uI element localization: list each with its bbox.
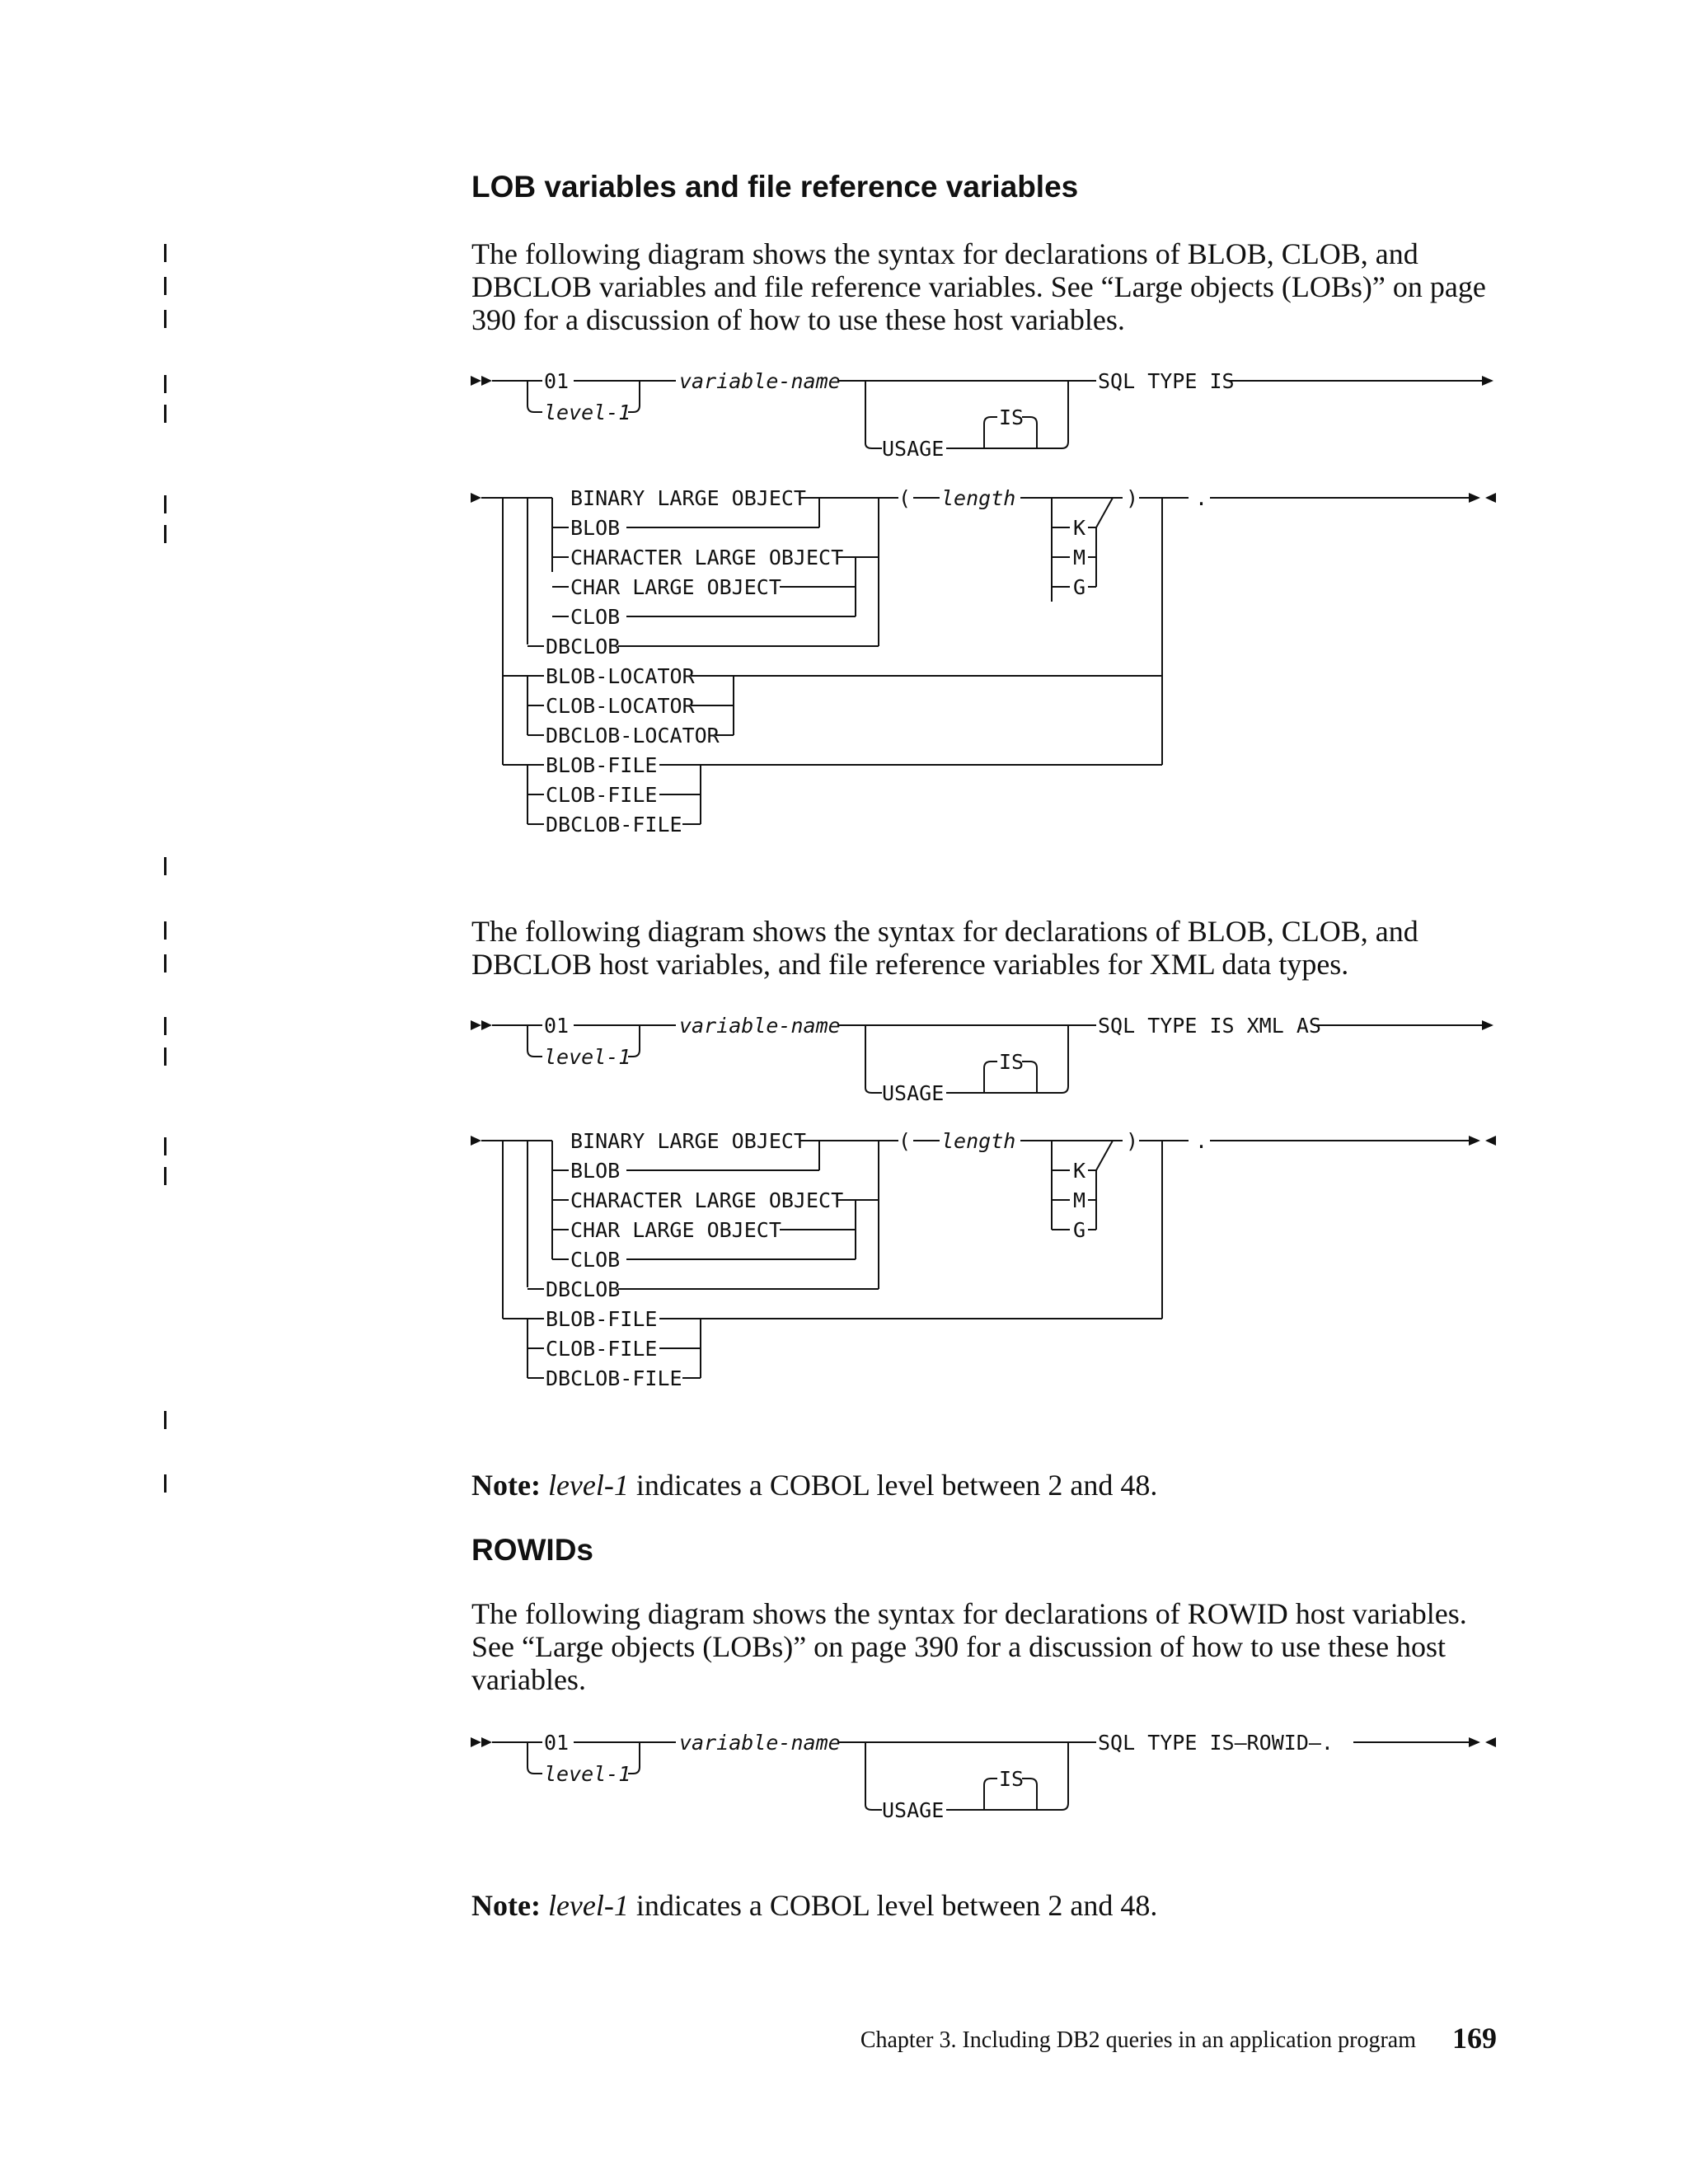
svg-text:G: G bbox=[1073, 1218, 1086, 1242]
note-label: Note: bbox=[471, 1469, 541, 1502]
change-bar bbox=[164, 495, 166, 513]
svg-text:BLOB: BLOB bbox=[570, 516, 621, 540]
change-bar bbox=[164, 525, 166, 543]
lob-intro-paragraph bbox=[471, 237, 1493, 336]
svg-text:BLOB-FILE: BLOB-FILE bbox=[546, 1307, 658, 1331]
change-bar bbox=[164, 375, 166, 393]
xml-intro-paragraph bbox=[471, 915, 1493, 981]
svg-text:M: M bbox=[1073, 1188, 1086, 1212]
svg-text:IS: IS bbox=[999, 405, 1025, 429]
svg-text:SQL TYPE IS XML AS: SQL TYPE IS XML AS bbox=[1098, 1014, 1321, 1038]
svg-text:01: 01 bbox=[544, 1731, 570, 1755]
note-label: Note: bbox=[471, 1889, 541, 1922]
svg-text:CLOB-LOCATOR: CLOB-LOCATOR bbox=[546, 694, 695, 718]
change-bar bbox=[164, 244, 166, 262]
svg-text:SQL TYPE IS: SQL TYPE IS bbox=[1098, 369, 1235, 393]
svg-text:SQL TYPE IS—ROWID—.: SQL TYPE IS—ROWID—. bbox=[1098, 1731, 1334, 1755]
svg-text:G: G bbox=[1073, 575, 1086, 599]
paragraph-line: The following diagram shows the syntax for declarations of ROWID host variables. bbox=[471, 1597, 1467, 1630]
svg-text:IS: IS bbox=[999, 1050, 1025, 1074]
syntax-diagram-lob-types bbox=[470, 486, 1500, 837]
paragraph-line: DBCLOB variables and file reference variables. See “Large objects (LOBs)” on page bbox=[471, 270, 1486, 303]
section-heading-lob: LOB variables and file reference variables bbox=[471, 170, 1079, 204]
paragraph-line: The following diagram shows the syntax for declarations of BLOB, CLOB, and bbox=[471, 915, 1418, 948]
svg-text:CHARACTER LARGE OBJECT: CHARACTER LARGE OBJECT bbox=[570, 546, 844, 569]
note-term: level-1 bbox=[547, 1889, 629, 1922]
svg-text:DBCLOB: DBCLOB bbox=[546, 1277, 621, 1301]
change-bar bbox=[164, 1474, 166, 1493]
change-bar bbox=[164, 954, 166, 972]
svg-text:CLOB: CLOB bbox=[570, 1248, 621, 1272]
note-text: indicates a COBOL level between 2 and 48. bbox=[628, 1889, 1158, 1922]
paragraph-line: variables. bbox=[471, 1663, 586, 1696]
svg-text:CHARACTER LARGE OBJECT: CHARACTER LARGE OBJECT bbox=[570, 1188, 844, 1212]
svg-text:CLOB-FILE: CLOB-FILE bbox=[546, 783, 658, 807]
svg-text:): ) bbox=[1126, 486, 1139, 510]
change-bar bbox=[164, 277, 166, 295]
svg-text:CHAR LARGE OBJECT: CHAR LARGE OBJECT bbox=[570, 575, 781, 599]
change-bar bbox=[164, 310, 166, 328]
svg-text:BINARY LARGE OBJECT: BINARY LARGE OBJECT bbox=[570, 486, 806, 510]
page-number: 169 bbox=[1452, 2022, 1497, 2055]
svg-text:M: M bbox=[1073, 546, 1086, 569]
svg-text:CLOB: CLOB bbox=[570, 605, 621, 629]
svg-text:length: length bbox=[941, 486, 1016, 510]
change-bar bbox=[164, 1047, 166, 1066]
svg-text:variable-name: variable-name bbox=[679, 1014, 841, 1038]
note-term: level-1 bbox=[547, 1469, 629, 1502]
section-heading-rowids: ROWIDs bbox=[471, 1533, 593, 1567]
svg-text:level-1: level-1 bbox=[544, 401, 631, 424]
syntax-diagram-rowid bbox=[470, 1727, 1500, 1822]
syntax-diagram-lob-declaration bbox=[470, 366, 1500, 461]
svg-text:IS: IS bbox=[999, 1767, 1025, 1791]
change-bar bbox=[164, 921, 166, 940]
svg-text:.: . bbox=[1195, 486, 1208, 510]
svg-text:K: K bbox=[1073, 516, 1086, 540]
svg-text:BLOB-LOCATOR: BLOB-LOCATOR bbox=[546, 664, 695, 688]
svg-text:(: ( bbox=[898, 486, 912, 510]
note-line bbox=[471, 1469, 1493, 1502]
svg-text:DBCLOB-FILE: DBCLOB-FILE bbox=[546, 1366, 682, 1390]
syntax-diagram-xml-declaration bbox=[470, 1010, 1500, 1105]
note-level-1-lob bbox=[471, 1469, 1493, 1502]
footer-chapter-title: Chapter 3. Including DB2 queries in an application program bbox=[860, 2027, 1416, 2053]
change-bar bbox=[164, 1411, 166, 1429]
svg-text:USAGE: USAGE bbox=[882, 437, 945, 461]
svg-text:USAGE: USAGE bbox=[882, 1798, 945, 1822]
svg-text:K: K bbox=[1073, 1159, 1086, 1183]
svg-text:variable-name: variable-name bbox=[679, 369, 841, 393]
svg-text:BLOB-FILE: BLOB-FILE bbox=[546, 753, 658, 777]
svg-text:(: ( bbox=[898, 1129, 912, 1153]
svg-text:USAGE: USAGE bbox=[882, 1081, 945, 1105]
change-bar bbox=[164, 857, 166, 875]
svg-text:BINARY LARGE OBJECT: BINARY LARGE OBJECT bbox=[570, 1129, 806, 1153]
svg-text:01: 01 bbox=[544, 369, 570, 393]
note-line bbox=[471, 1889, 1493, 1922]
svg-text:variable-name: variable-name bbox=[679, 1731, 841, 1755]
svg-text:length: length bbox=[941, 1129, 1016, 1153]
note-text: indicates a COBOL level between 2 and 48. bbox=[628, 1469, 1158, 1502]
svg-text:DBCLOB: DBCLOB bbox=[546, 635, 621, 658]
paragraph-line: The following diagram shows the syntax for declarations of BLOB, CLOB, and bbox=[471, 237, 1418, 270]
note-level-1-rowid bbox=[471, 1889, 1493, 1922]
paragraph-line: 390 for a discussion of how to use these host variables. bbox=[471, 303, 1125, 336]
svg-text:CHAR LARGE OBJECT: CHAR LARGE OBJECT bbox=[570, 1218, 781, 1242]
svg-text:DBCLOB-LOCATOR: DBCLOB-LOCATOR bbox=[546, 724, 720, 748]
svg-text:01: 01 bbox=[544, 1014, 570, 1038]
svg-text:DBCLOB-FILE: DBCLOB-FILE bbox=[546, 813, 682, 837]
change-bar bbox=[164, 405, 166, 423]
change-bar bbox=[164, 1017, 166, 1035]
rowid-intro-paragraph bbox=[471, 1597, 1493, 1696]
svg-text:): ) bbox=[1126, 1129, 1139, 1153]
paragraph-line: See “Large objects (LOBs)” on page 390 for a discussion of how to use these host bbox=[471, 1630, 1447, 1663]
svg-text:level-1: level-1 bbox=[544, 1045, 631, 1069]
paragraph-line: DBCLOB host variables, and file reference variables for XML data types. bbox=[471, 948, 1349, 981]
svg-text:BLOB: BLOB bbox=[570, 1159, 621, 1183]
svg-text:CLOB-FILE: CLOB-FILE bbox=[546, 1337, 658, 1361]
svg-text:level-1: level-1 bbox=[544, 1762, 631, 1786]
syntax-diagram-xml-types bbox=[470, 1131, 1500, 1403]
change-bar bbox=[164, 1137, 166, 1155]
svg-text:.: . bbox=[1195, 1129, 1208, 1153]
change-bar bbox=[164, 1167, 166, 1185]
